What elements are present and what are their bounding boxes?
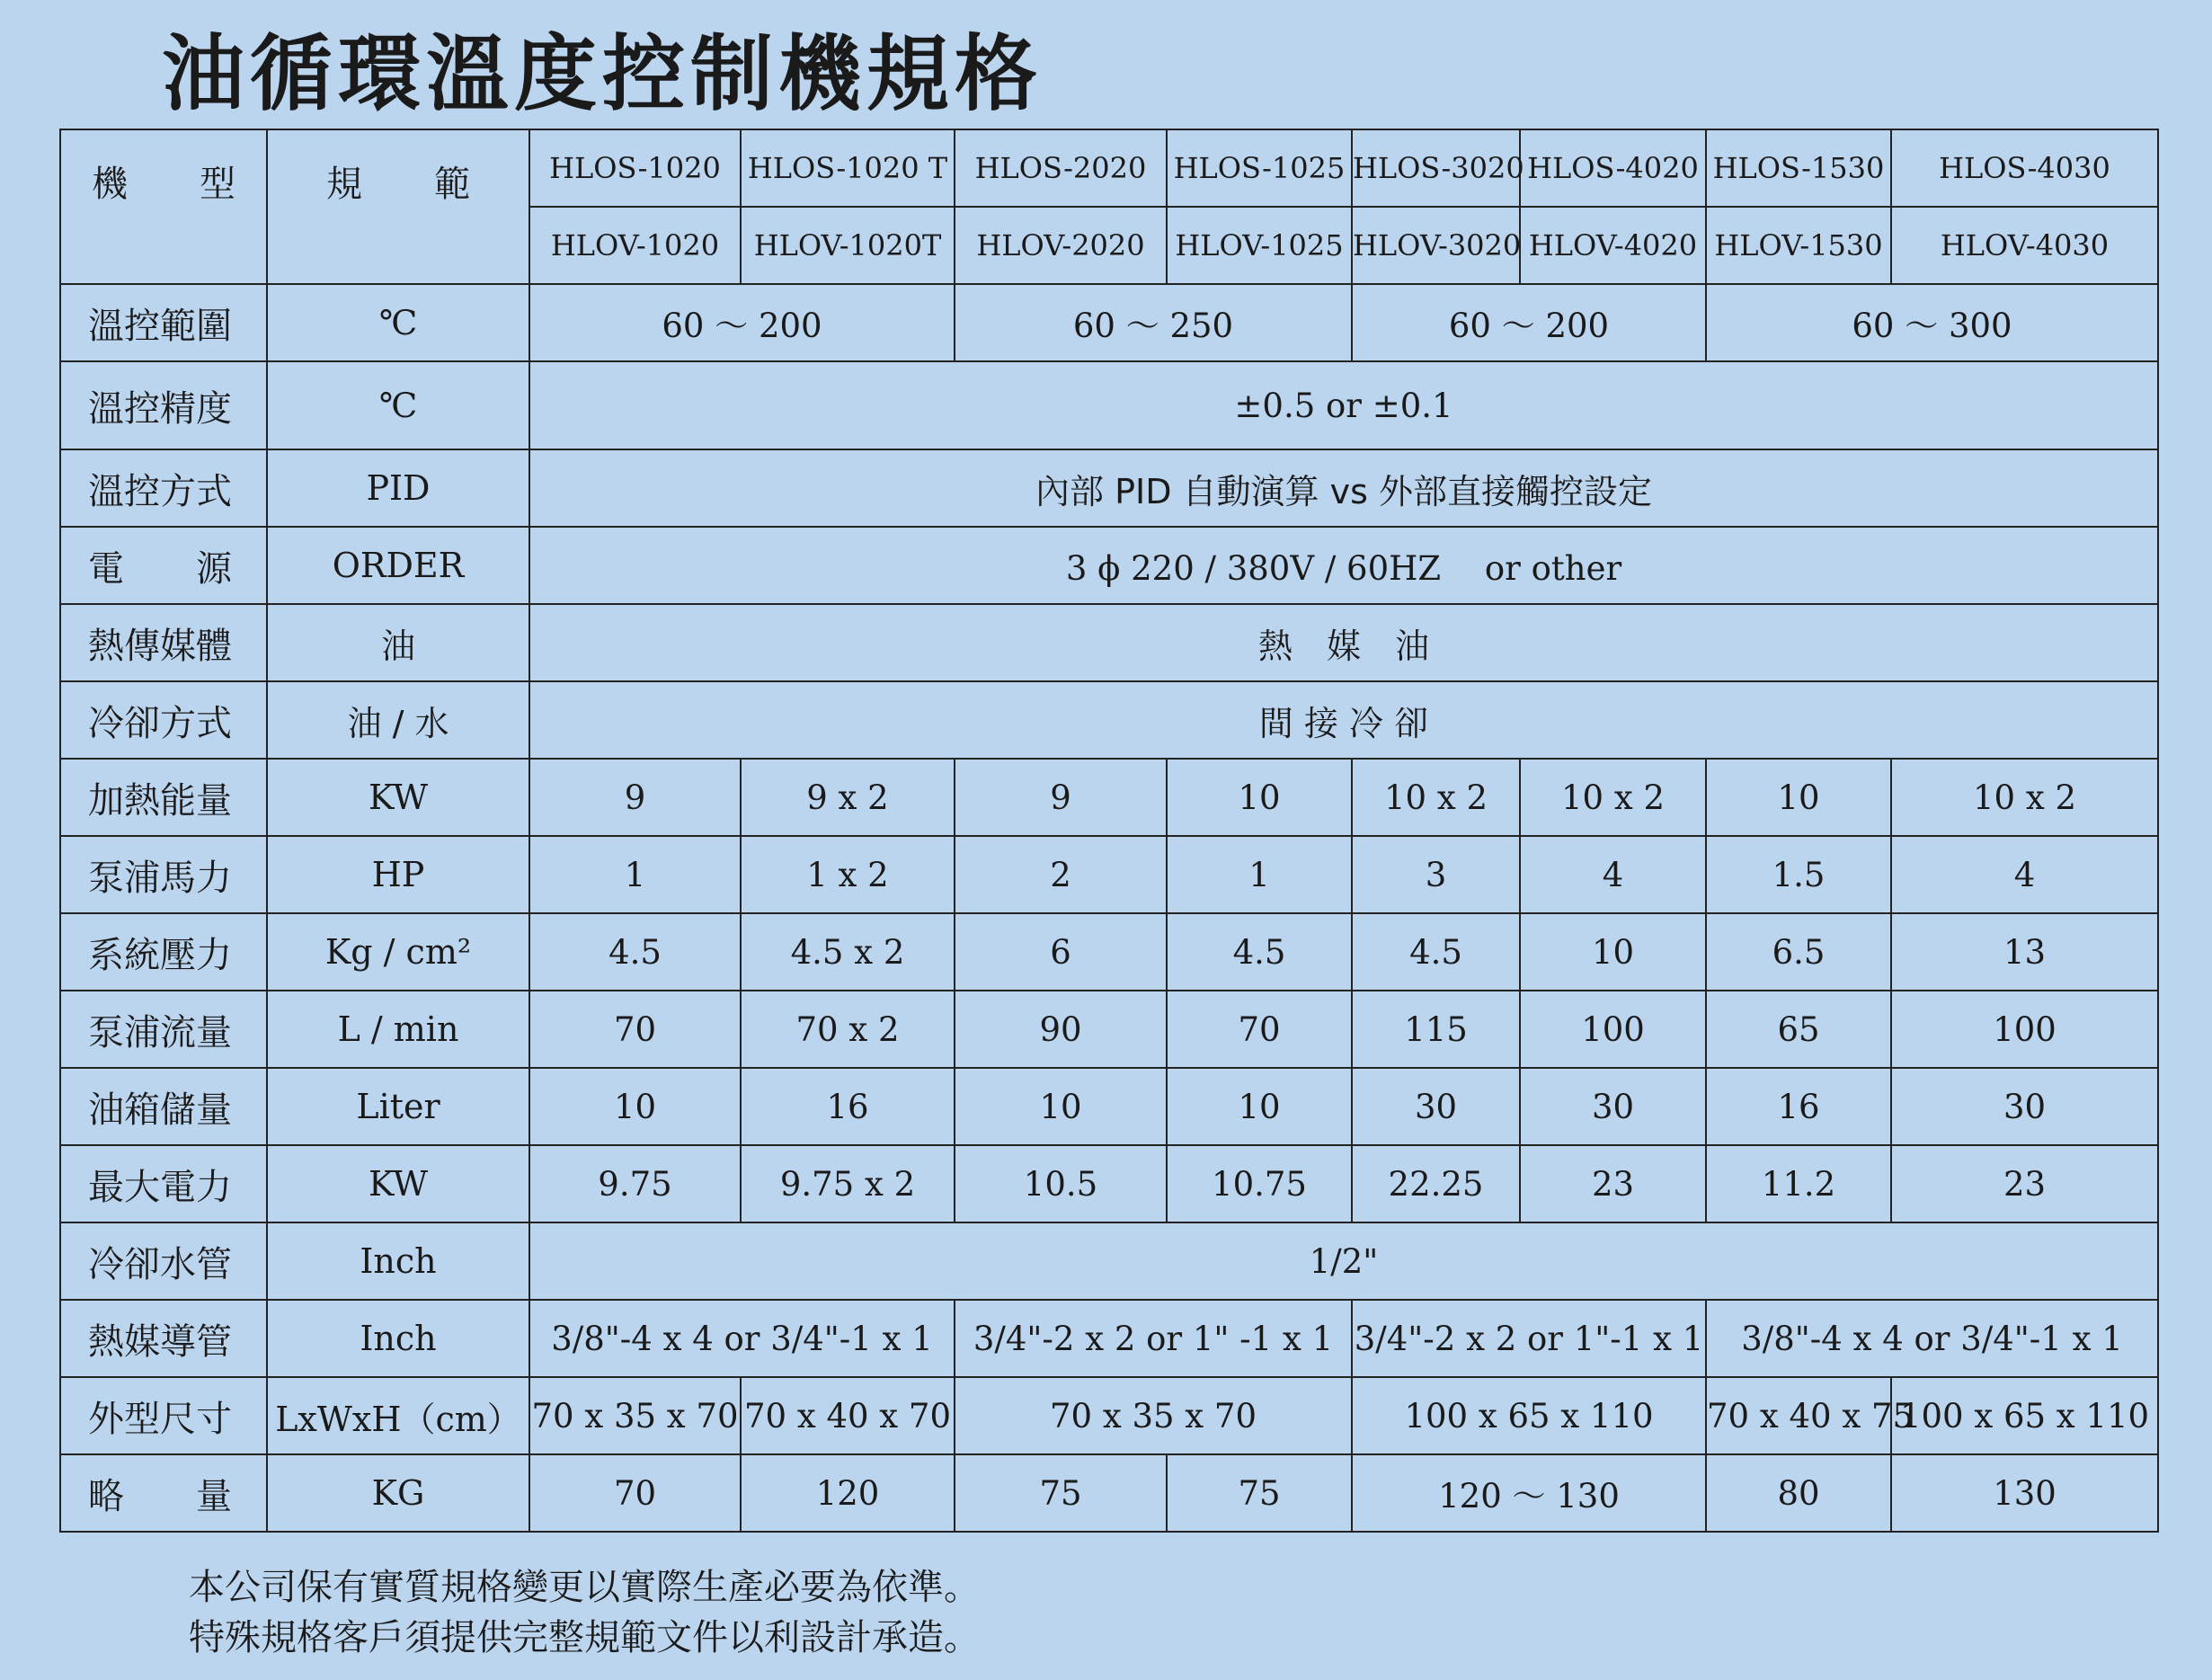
value-cell: 內部 PID 自動演算 vs 外部直接觸控設定: [529, 449, 2158, 527]
row-unit: ℃: [267, 284, 529, 361]
table-row: [60, 1145, 2158, 1222]
model-cell: HLOV-1020T: [741, 207, 955, 284]
value-cell: ±0.5 or ±0.1: [529, 361, 2158, 449]
value-cell: 3/8"-4 x 4 or 3/4"-1 x 1: [1706, 1300, 2158, 1377]
model-cell: HLOS-4030: [1891, 129, 2158, 207]
model-cell: HLOS-3020: [1352, 129, 1520, 207]
table-row: [60, 1068, 2158, 1145]
value-cell: 10: [1706, 759, 1891, 836]
value-cell: 3/4"-2 x 2 or 1"-1 x 1: [1352, 1300, 1706, 1377]
row-unit: 油: [267, 604, 529, 681]
table-row: [60, 1377, 2158, 1454]
value-cell: 60 ～ 300: [1706, 284, 2158, 361]
footnote-line: 本公司保有實質規格變更以實際生產必要為依準。: [189, 1567, 980, 1608]
value-cell: 3: [1352, 836, 1520, 913]
value-cell: 4.5: [1352, 913, 1520, 991]
row-unit: PID: [267, 449, 529, 527]
row-label: 泵浦馬力: [60, 836, 267, 913]
table-row: [60, 604, 2158, 681]
value-cell: 100: [1520, 991, 1706, 1068]
value-cell: 100 x 65 x 110: [1352, 1377, 1706, 1454]
row-unit: KG: [267, 1454, 529, 1532]
model-cell: HLOV-2020: [955, 207, 1167, 284]
value-cell: 23: [1891, 1145, 2158, 1222]
table-row: [60, 991, 2158, 1068]
row-label: 泵浦流量: [60, 991, 267, 1068]
value-cell: 70 x 2: [741, 991, 955, 1068]
table-row: [60, 449, 2158, 527]
model-cell: HLOS-4020: [1520, 129, 1706, 207]
value-cell: 10 x 2: [1520, 759, 1706, 836]
value-cell: 80: [1706, 1454, 1891, 1532]
value-cell: 13: [1891, 913, 2158, 991]
table-row: [60, 1222, 2158, 1300]
value-cell: 30: [1352, 1068, 1520, 1145]
value-cell: 1.5: [1706, 836, 1891, 913]
value-cell: 16: [741, 1068, 955, 1145]
model-cell: HLOV-4020: [1520, 207, 1706, 284]
value-cell: 4: [1520, 836, 1706, 913]
model-cell: HLOV-1025: [1167, 207, 1352, 284]
row-unit: ORDER: [267, 527, 529, 604]
model-cell: HLOS-1530: [1706, 129, 1891, 207]
value-cell: 100 x 65 x 110: [1891, 1377, 2158, 1454]
value-cell: 3/4"-2 x 2 or 1" -1 x 1: [955, 1300, 1352, 1377]
value-cell: 70: [1167, 991, 1352, 1068]
value-cell: 30: [1520, 1068, 1706, 1145]
row-unit: Liter: [267, 1068, 529, 1145]
value-cell: 22.25: [1352, 1145, 1520, 1222]
value-cell: 10: [955, 1068, 1167, 1145]
page-title: 油循環溫度控制機規格: [162, 25, 1044, 122]
value-cell: 70: [529, 1454, 741, 1532]
value-cell: 75: [955, 1454, 1167, 1532]
value-cell: 4.5 x 2: [741, 913, 955, 991]
header-model: 機 型: [60, 129, 267, 284]
footnote-line: 特殊規格客戶須提供完整規範文件以利設計承造。: [189, 1617, 980, 1658]
value-cell: 120: [741, 1454, 955, 1532]
row-unit: Inch: [267, 1222, 529, 1300]
row-unit: 油 / 水: [267, 681, 529, 759]
table-row: [60, 284, 2158, 361]
value-cell: 3/8"-4 x 4 or 3/4"-1 x 1: [529, 1300, 955, 1377]
row-label: 略 量: [60, 1454, 267, 1532]
value-cell: 2: [955, 836, 1167, 913]
value-cell: 10 x 2: [1352, 759, 1520, 836]
model-cell: HLOS-1025: [1167, 129, 1352, 207]
value-cell: 70: [529, 991, 741, 1068]
value-cell: 100: [1891, 991, 2158, 1068]
value-cell: 9.75: [529, 1145, 741, 1222]
row-unit: Kg / cm²: [267, 913, 529, 991]
row-label: 溫控精度: [60, 361, 267, 449]
model-cell: HLOV-1020: [529, 207, 741, 284]
row-label: 加熱能量: [60, 759, 267, 836]
value-cell: 75: [1167, 1454, 1352, 1532]
value-cell: 120 ～ 130: [1352, 1454, 1706, 1532]
value-cell: 16: [1706, 1068, 1891, 1145]
value-cell: 10.5: [955, 1145, 1167, 1222]
value-cell: 10: [1167, 759, 1352, 836]
value-cell: 10: [529, 1068, 741, 1145]
row-label: 油箱儲量: [60, 1068, 267, 1145]
table-row: [60, 527, 2158, 604]
table-row: [60, 1454, 2158, 1532]
value-cell: 60 ～ 200: [529, 284, 955, 361]
value-cell: 70 x 35 x 70: [529, 1377, 741, 1454]
value-cell: 11.2: [1706, 1145, 1891, 1222]
value-cell: 1 x 2: [741, 836, 955, 913]
model-cell: HLOV-3020: [1352, 207, 1520, 284]
value-cell: 30: [1891, 1068, 2158, 1145]
value-cell: 60 ～ 200: [1352, 284, 1706, 361]
row-label: 冷卻水管: [60, 1222, 267, 1300]
spec-table: [59, 129, 2159, 1533]
model-cell: HLOV-1530: [1706, 207, 1891, 284]
model-cell: HLOS-1020 T: [741, 129, 955, 207]
value-cell: 6.5: [1706, 913, 1891, 991]
value-cell: 130: [1891, 1454, 2158, 1532]
value-cell: 115: [1352, 991, 1520, 1068]
row-label: 電 源: [60, 527, 267, 604]
value-cell: 65: [1706, 991, 1891, 1068]
row-label: 熱媒導管: [60, 1300, 267, 1377]
value-cell: 間 接 冷 卻: [529, 681, 2158, 759]
value-cell: 70 x 40 x 75: [1706, 1377, 1891, 1454]
value-cell: 10.75: [1167, 1145, 1352, 1222]
value-cell: 4.5: [529, 913, 741, 991]
model-cell: HLOS-1020: [529, 129, 741, 207]
row-label: 外型尺寸: [60, 1377, 267, 1454]
row-unit: L / min: [267, 991, 529, 1068]
row-label: 最大電力: [60, 1145, 267, 1222]
table-row: [60, 913, 2158, 991]
header-row-1: [60, 129, 2158, 207]
table-row: [60, 681, 2158, 759]
value-cell: 9 x 2: [741, 759, 955, 836]
value-cell: 6: [955, 913, 1167, 991]
value-cell: 4.5: [1167, 913, 1352, 991]
row-unit: LxWxH（cm）: [267, 1377, 529, 1454]
value-cell: 70 x 35 x 70: [955, 1377, 1352, 1454]
row-label: 冷卻方式: [60, 681, 267, 759]
value-cell: 10: [1167, 1068, 1352, 1145]
value-cell: 9: [955, 759, 1167, 836]
value-cell: 90: [955, 991, 1167, 1068]
row-label: 溫控範圍: [60, 284, 267, 361]
row-unit: KW: [267, 1145, 529, 1222]
row-label: 熱傳媒體: [60, 604, 267, 681]
value-cell: 60 ～ 250: [955, 284, 1352, 361]
value-cell: 10 x 2: [1891, 759, 2158, 836]
model-cell: HLOS-2020: [955, 129, 1167, 207]
row-label: 溫控方式: [60, 449, 267, 527]
table-row: [60, 361, 2158, 449]
row-unit: HP: [267, 836, 529, 913]
model-cell: HLOV-4030: [1891, 207, 2158, 284]
row-label: 系統壓力: [60, 913, 267, 991]
footnotes: [189, 1562, 980, 1663]
row-unit: KW: [267, 759, 529, 836]
value-cell: 9.75 x 2: [741, 1145, 955, 1222]
value-cell: 10: [1520, 913, 1706, 991]
value-cell: 熱 媒 油: [529, 604, 2158, 681]
value-cell: 1/2": [529, 1222, 2158, 1300]
row-unit: ℃: [267, 361, 529, 449]
table-row: [60, 759, 2158, 836]
value-cell: 1: [1167, 836, 1352, 913]
table-row: [60, 1300, 2158, 1377]
value-cell: 3 ϕ 220 / 380V / 60HZ or other: [529, 527, 2158, 604]
value-cell: 23: [1520, 1145, 1706, 1222]
table-row: [60, 836, 2158, 913]
value-cell: 70 x 40 x 70: [741, 1377, 955, 1454]
row-unit: Inch: [267, 1300, 529, 1377]
value-cell: 9: [529, 759, 741, 836]
header-spec: 規 範: [267, 129, 529, 284]
value-cell: 4: [1891, 836, 2158, 913]
value-cell: 1: [529, 836, 741, 913]
